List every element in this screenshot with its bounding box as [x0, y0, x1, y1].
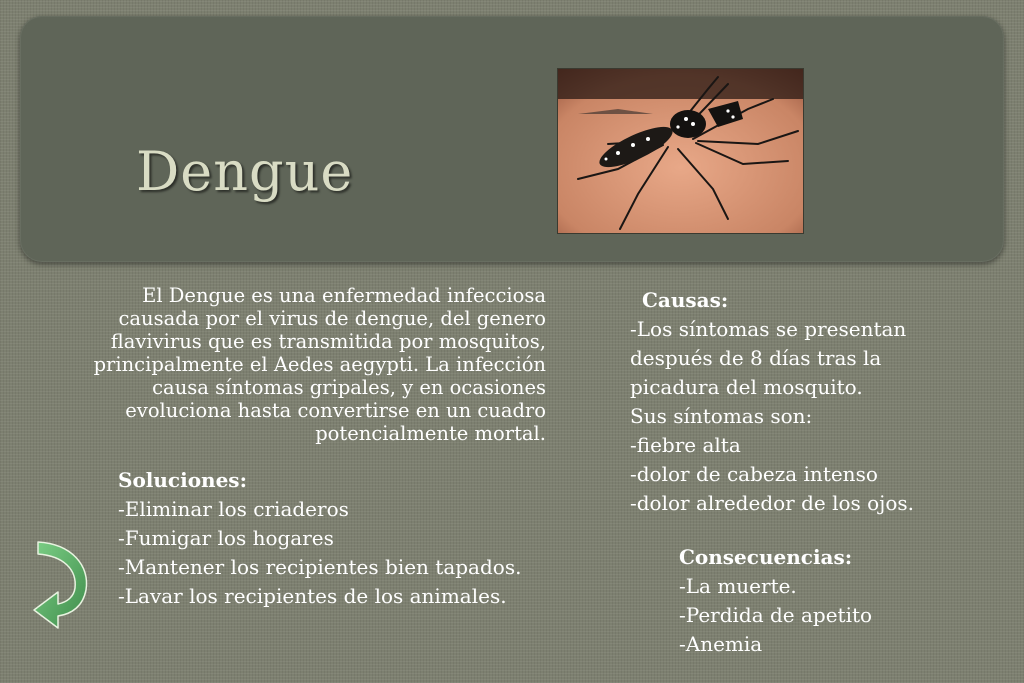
title-panel	[20, 16, 1004, 262]
soluciones-item: -Lavar los recipientes de los animales.	[118, 584, 507, 608]
causas-line: -dolor alrededor de los ojos.	[630, 491, 915, 515]
causas-line: -fiebre alta	[630, 433, 741, 457]
consecuencias-section	[679, 543, 872, 659]
slide-title: Dengue	[136, 140, 354, 203]
causas-line: después de 8 días tras la	[630, 346, 882, 370]
consecuencias-item: -La muerte.	[679, 574, 797, 598]
causas-line: -dolor de cabeza intenso	[630, 462, 878, 486]
causas-section	[630, 286, 914, 518]
causas-line: -Los síntomas se presentan	[630, 317, 907, 341]
soluciones-item: -Mantener los recipientes bien tapados.	[118, 555, 522, 579]
soluciones-heading: Soluciones:	[118, 468, 247, 492]
causas-line: picadura del mosquito.	[630, 375, 863, 399]
soluciones-section	[118, 466, 521, 611]
consecuencias-heading: Consecuencias:	[679, 545, 853, 569]
mosquito-image	[558, 69, 803, 233]
consecuencias-item: -Perdida de apetito	[679, 603, 873, 627]
intro-paragraph: El Dengue es una enfermedad infecciosa causada por el virus de dengue, del genero flavivirus que es transmitida por mosquitos, principalmente el Aedes aegypti. La infección causa síntomas gripales, y en ocasiones evoluciona hasta convertirse en un cuadro potencialmente mortal.	[93, 284, 546, 445]
causas-heading: Causas:	[642, 288, 729, 312]
soluciones-item: -Fumigar los hogares	[118, 526, 334, 550]
soluciones-item: -Eliminar los criaderos	[118, 497, 349, 521]
curved-return-arrow-icon	[28, 536, 92, 632]
consecuencias-item: -Anemia	[679, 632, 763, 656]
mosquito-photo	[557, 68, 804, 234]
back-button[interactable]	[28, 536, 92, 632]
causas-line: Sus síntomas son:	[630, 404, 813, 428]
